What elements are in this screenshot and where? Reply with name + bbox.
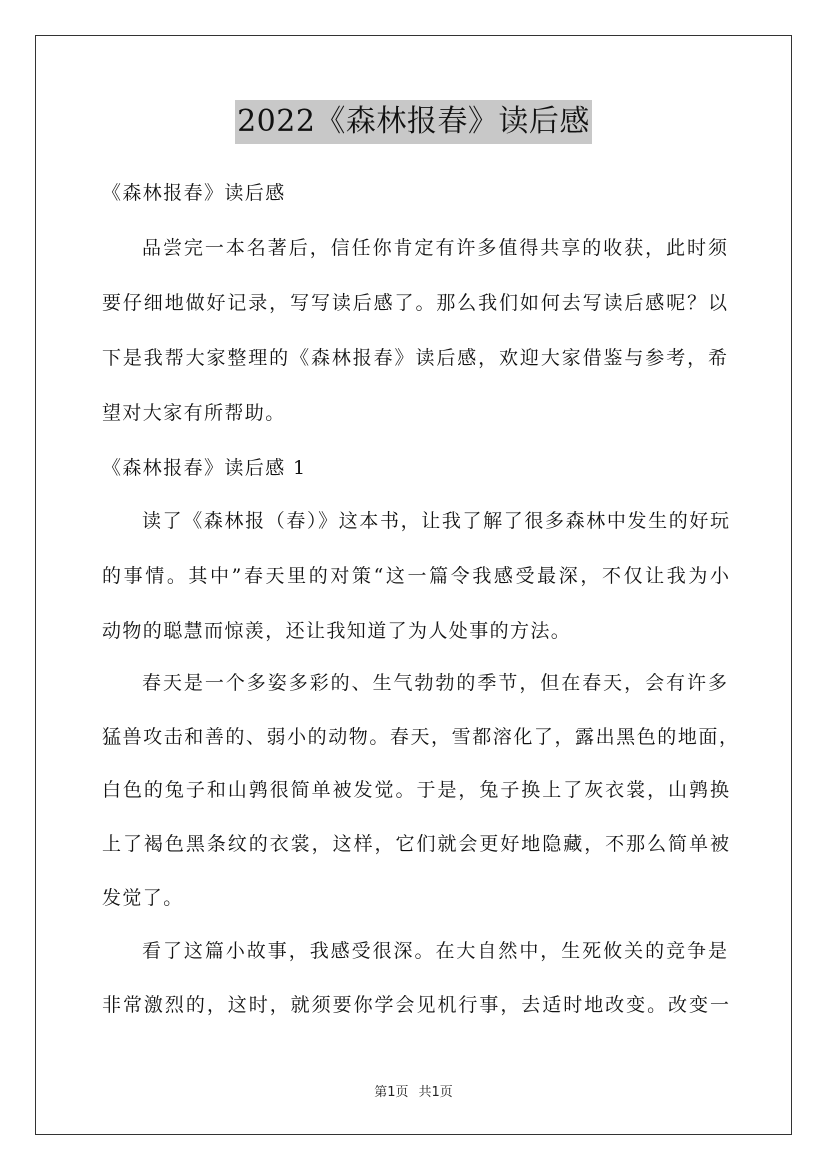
paragraph-line: 读了《森林报（春）》这本书，让我了解了很多森林中发生的好玩 (142, 510, 729, 532)
paragraph-line: 动物的聪慧而惊羡，还让我知道了为人处事的方法。 (102, 620, 572, 642)
paragraph-line: 要仔细地做好记录，写写读后感了。那么我们如何去写读后感呢？以 (102, 292, 727, 314)
paragraph-line: 猛兽攻击和善的、弱小的动物。春天，雪都溶化了，露出黑色的地面， (102, 726, 738, 748)
paragraph-line: 春天是一个多姿多彩的、生气勃勃的季节，但在春天，会有许多 (142, 672, 727, 694)
title-container (0, 100, 827, 144)
paragraph-line: 发觉了。 (102, 887, 184, 909)
page-number: 第1页 (374, 1085, 409, 1100)
page-total: 共1页 (418, 1085, 453, 1100)
paragraph-line: 下是我帮大家整理的《森林报春》读后感，欢迎大家借鉴与参考，希 (102, 347, 727, 369)
paragraph-line: 上了褐色黑条纹的衣裳，这样，它们就会更好地隐藏，不那么简单被 (102, 833, 729, 855)
document-title: 2022《森林报春》读后感 (235, 100, 592, 144)
paragraph-line: 望对大家有所帮助。 (102, 402, 286, 424)
subheading: 《森林报春》读后感 1 (102, 457, 307, 479)
paragraph-line: 的事情。其中”春天里的对策“这一篇令我感受最深，不仅让我为小 (102, 565, 729, 587)
paragraph-line: 非常激烈的，这时，就须要你学会见机行事，去适时地改变。改变一 (102, 994, 729, 1016)
page-footer (0, 1084, 827, 1102)
paragraph-line: 品尝完一本名著后，信任你肯定有许多值得共享的收获，此时须 (142, 237, 727, 259)
paragraph-line: 看了这篇小故事，我感受很深。在大自然中，生死攸关的竞争是 (142, 940, 727, 962)
subheading: 《森林报春》读后感 (102, 182, 286, 204)
paragraph-line: 白色的兔子和山鹑很简单被发觉。于是，兔子换上了灰衣裳，山鹑换 (102, 779, 729, 801)
